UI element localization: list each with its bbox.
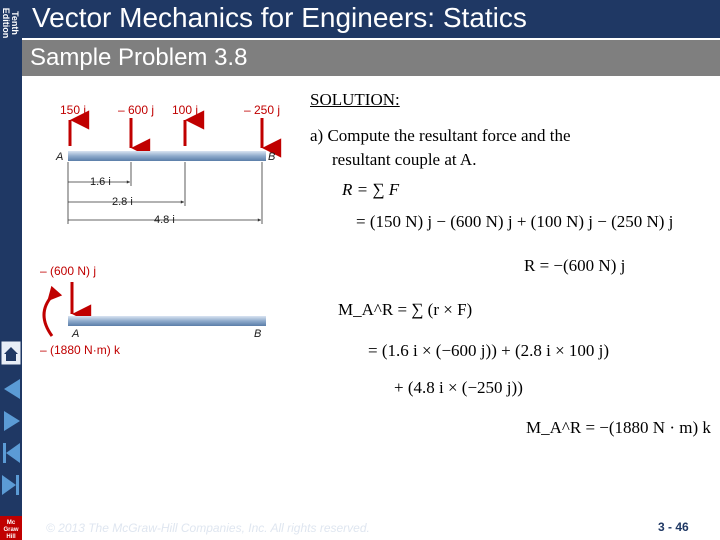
load-label-1: 150 j [60, 103, 87, 117]
title-bar [22, 0, 720, 38]
publisher-logo [0, 516, 22, 540]
step-a-line2: resultant couple at A. [332, 150, 477, 169]
page-number: 3 - 46 [658, 520, 689, 534]
last-slide-icon[interactable] [0, 470, 22, 500]
resultant-couple-label: – (1880 N·m) k [40, 343, 121, 357]
copyright-footer: © 2013 The McGraw-Hill Companies, Inc. All rights reserved. [46, 521, 370, 535]
home-icon[interactable] [0, 340, 22, 370]
load-label-4: – 250 j [244, 103, 281, 117]
equation-2: = (150 N) j − (600 N) j + (100 N) j − (250 N) j [356, 212, 674, 231]
dim-label-3: 4.8 i [154, 214, 175, 226]
dim-label-1: 1.6 i [90, 176, 111, 188]
beam-load-figure [40, 96, 290, 236]
page-title: Vector Mechanics for Engineers: Statics [32, 2, 527, 33]
edition-badge [0, 0, 22, 46]
solution-heading: SOLUTION: [310, 90, 400, 109]
step-a-line1: a) Compute the resultant force and the [310, 126, 571, 145]
equation-1: R = ∑ F [342, 180, 400, 199]
point-b-label: B [268, 151, 276, 163]
equation-3: R = −(600 N) j [524, 256, 626, 275]
point-b-label-2: B [254, 328, 262, 340]
point-a-label-2: A [72, 328, 80, 340]
equation-6: + (4.8 i × (−250 j)) [394, 378, 523, 397]
beam-2 [68, 316, 266, 326]
resultant-figure [30, 260, 290, 360]
couple-arrow [44, 296, 52, 336]
load-label-2: – 600 j [118, 103, 155, 117]
svg-text:Graw: Graw [3, 527, 19, 533]
equation-7: M_A^R = −(1880 N · m) k [526, 418, 711, 437]
svg-text:Hill: Hill [6, 534, 16, 540]
svg-text:Mc: Mc [6, 520, 16, 526]
resultant-force-label: – (600 N) j [40, 264, 97, 278]
previous-arrow-icon[interactable] [0, 374, 22, 404]
subtitle-bar [22, 40, 720, 76]
equation-4: M_A^R = ∑ (r × F) [338, 300, 473, 319]
load-label-3: 100 j [172, 103, 199, 117]
edition-label: Tenth Edition [1, 7, 20, 39]
beam [68, 151, 266, 161]
point-a-label: A [56, 151, 64, 163]
next-arrow-icon[interactable] [0, 406, 22, 436]
dim-label-2: 2.8 i [112, 196, 133, 208]
equation-5: = (1.6 i × (−600 j)) + (2.8 i × 100 j) [368, 341, 610, 360]
first-slide-icon[interactable] [0, 438, 22, 468]
slide-subtitle: Sample Problem 3.8 [30, 44, 248, 71]
